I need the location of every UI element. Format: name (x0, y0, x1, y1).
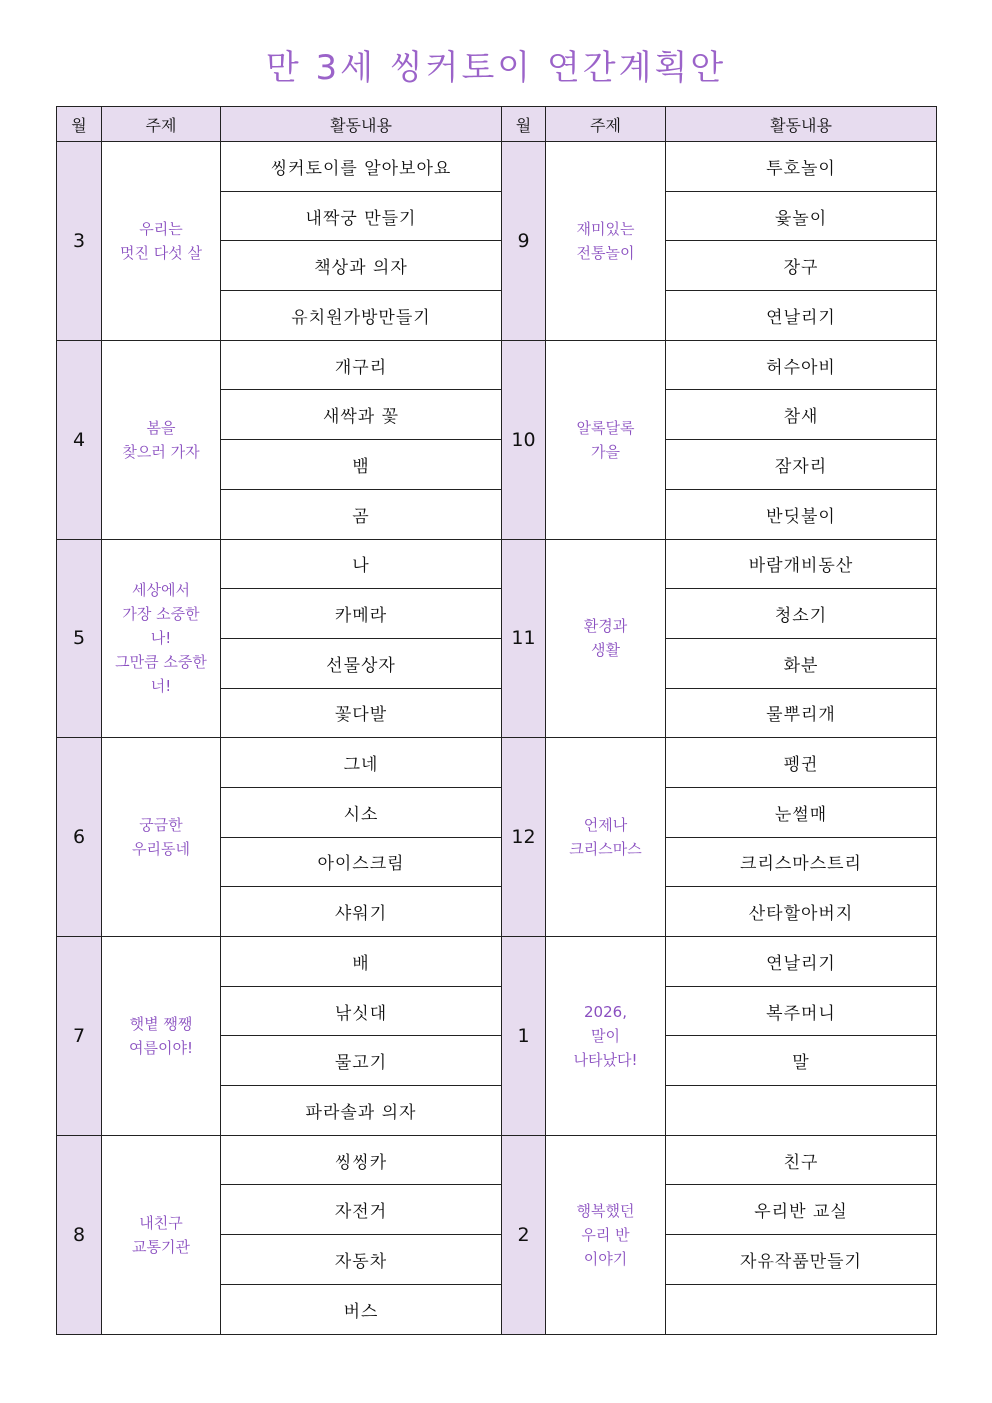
table-row (57, 738, 937, 788)
theme-cell (102, 1135, 221, 1334)
header-activity-right: 활동내용 (666, 107, 937, 142)
theme-line: 전통놀이 (576, 243, 635, 262)
activity-cell: 파라솔과 의자 (221, 1086, 502, 1136)
month-cell: 6 (57, 738, 102, 937)
month-cell: 7 (57, 937, 102, 1136)
header-month-left: 월 (57, 107, 102, 142)
activity-cell: 카메라 (221, 589, 502, 639)
activity-cell: 꽃다발 (221, 688, 502, 738)
activity-cell: 연날리기 (666, 937, 937, 987)
activity-cell: 청소기 (666, 589, 937, 639)
theme-line: 행복했던 (576, 1201, 635, 1220)
month-cell: 9 (502, 142, 546, 341)
activity-cell: 장구 (666, 241, 937, 291)
activity-cell (666, 1284, 937, 1334)
activity-cell: 복주머니 (666, 986, 937, 1036)
theme-line: 내친구 (139, 1213, 183, 1232)
theme-line: 말이 (591, 1026, 620, 1045)
activity-cell: 눈썰매 (666, 787, 937, 837)
activity-cell: 배 (221, 937, 502, 987)
theme-line: 언제나 (583, 816, 628, 835)
table-row (57, 937, 937, 987)
theme-cell (102, 539, 221, 738)
theme-line: 이야기 (583, 1249, 628, 1268)
activity-cell: 씽씽카 (221, 1135, 502, 1185)
theme-line: 가을 (591, 442, 620, 461)
activity-cell: 아이스크림 (221, 837, 502, 887)
theme-line: 생활 (591, 641, 620, 660)
theme-cell (546, 142, 666, 341)
theme-line: 궁금한 (139, 816, 183, 835)
activity-cell: 자동차 (221, 1235, 502, 1285)
activity-cell: 연날리기 (666, 291, 937, 341)
theme-line: 나타났다! (573, 1050, 638, 1069)
theme-cell (546, 1135, 666, 1334)
activity-cell: 화분 (666, 638, 937, 688)
activity-cell: 책상과 의자 (221, 241, 502, 291)
activity-cell: 자유작품만들기 (666, 1235, 937, 1285)
theme-cell (546, 738, 666, 937)
theme-line: 우리는 (139, 219, 183, 238)
theme-line: 봄을 (146, 418, 176, 437)
month-cell: 3 (57, 142, 102, 341)
month-cell: 4 (57, 340, 102, 539)
theme-line: 너! (150, 677, 172, 696)
table-row (57, 1135, 937, 1185)
header-theme-right: 주제 (546, 107, 666, 142)
activity-cell: 말 (666, 1036, 937, 1086)
activity-cell: 투호놀이 (666, 142, 937, 192)
theme-cell (546, 937, 666, 1136)
table-row (57, 340, 937, 390)
activity-cell: 뱀 (221, 440, 502, 490)
month-cell: 5 (57, 539, 102, 738)
table-row (57, 142, 937, 192)
theme-cell (102, 340, 221, 539)
theme-cell (546, 340, 666, 539)
activity-cell: 나 (221, 539, 502, 589)
theme-line: 멋진 다섯 살 (120, 243, 202, 262)
theme-line: 가장 소중한 (122, 605, 200, 624)
activity-cell: 윷놀이 (666, 191, 937, 241)
theme-line: 우리동네 (132, 840, 190, 859)
activity-cell: 허수아비 (666, 340, 937, 390)
activity-cell: 선물상자 (221, 638, 502, 688)
activity-cell: 참새 (666, 390, 937, 440)
activity-cell: 펭귄 (666, 738, 937, 788)
activity-cell: 씽커토이를 알아보아요 (221, 142, 502, 192)
theme-cell (102, 142, 221, 341)
page-title: 만 3세 씽커토이 연간계획안 (265, 48, 727, 88)
activity-cell: 친구 (666, 1135, 937, 1185)
activity-cell: 내짝궁 만들기 (221, 191, 502, 241)
header-activity-left: 활동내용 (221, 107, 502, 142)
activity-cell: 바람개비동산 (666, 539, 937, 589)
table-row (57, 539, 937, 589)
activity-cell: 우리반 교실 (666, 1185, 937, 1235)
activity-cell: 반딧불이 (666, 489, 937, 539)
theme-line: 재미있는 (576, 219, 635, 238)
theme-line: 찾으러 가자 (122, 442, 200, 461)
header-theme-left: 주제 (102, 107, 221, 142)
month-cell: 2 (502, 1135, 546, 1334)
activity-cell: 새싹과 꽃 (221, 390, 502, 440)
theme-line: 그만큼 소중한 (115, 653, 207, 672)
theme-line: 교통기관 (132, 1237, 190, 1256)
activity-cell: 물뿌리개 (666, 688, 937, 738)
theme-line: 우리 반 (581, 1225, 630, 1244)
activity-cell: 산타할아버지 (666, 887, 937, 937)
header-month-right: 월 (502, 107, 546, 142)
theme-line: 여름이야! (129, 1038, 193, 1057)
activity-cell: 샤워기 (221, 887, 502, 937)
activity-cell: 개구리 (221, 340, 502, 390)
activity-cell: 낚싯대 (221, 986, 502, 1036)
theme-cell (102, 937, 221, 1136)
theme-line: 환경과 (583, 617, 628, 636)
activity-cell: 시소 (221, 787, 502, 837)
theme-line: 2026, (584, 1002, 627, 1021)
header-row (57, 107, 937, 142)
activity-cell: 곰 (221, 489, 502, 539)
activity-cell: 버스 (221, 1284, 502, 1334)
activity-cell: 자전거 (221, 1185, 502, 1235)
theme-cell (102, 738, 221, 937)
activity-cell: 유치원가방만들기 (221, 291, 502, 341)
theme-line: 세상에서 (132, 581, 190, 600)
month-cell: 8 (57, 1135, 102, 1334)
activity-cell: 그네 (221, 738, 502, 788)
theme-cell (546, 539, 666, 738)
month-cell: 10 (502, 340, 546, 539)
activity-cell: 물고기 (221, 1036, 502, 1086)
activity-cell: 잠자리 (666, 440, 937, 490)
theme-line: 크리스마스 (569, 840, 642, 859)
plan-body (57, 142, 937, 1335)
theme-line: 햇볕 쨍쨍 (129, 1014, 193, 1033)
month-cell: 1 (502, 937, 546, 1136)
month-cell: 11 (502, 539, 546, 738)
activity-cell: 크리스마스트리 (666, 837, 937, 887)
activity-cell (666, 1086, 937, 1136)
theme-line: 알록달록 (576, 418, 635, 437)
month-cell: 12 (502, 738, 546, 937)
annual-plan-table (56, 106, 937, 1335)
theme-line: 나! (150, 629, 172, 648)
